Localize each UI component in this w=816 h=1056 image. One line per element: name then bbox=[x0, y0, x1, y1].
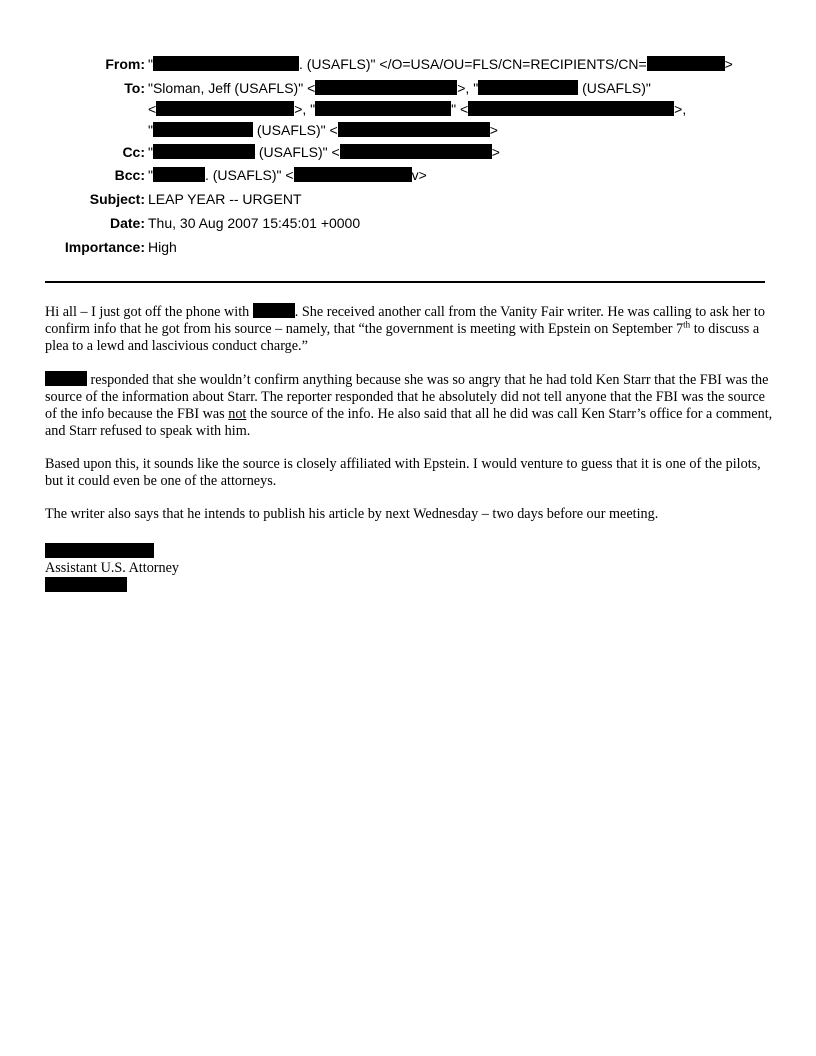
importance-value: High bbox=[148, 239, 177, 255]
body-text: . She received another call from the Vanity Fair writer. He was calling to ask her to confirm info that he got from his source – namely, that “the government is meeting with Epstein on September 7 bbox=[45, 304, 765, 337]
redaction bbox=[468, 101, 674, 116]
body-paragraph bbox=[45, 371, 773, 440]
subject-value: LEAP YEAR -- URGENT bbox=[148, 191, 302, 207]
redaction bbox=[153, 56, 299, 71]
cc-text: (USAFLS)" < bbox=[254, 144, 340, 160]
from-text: > bbox=[724, 56, 733, 72]
to-text: "Sloman, Jeff (USAFLS)" < bbox=[148, 80, 316, 96]
cc-value bbox=[148, 140, 500, 164]
redaction bbox=[340, 144, 492, 159]
subject-label: Subject: bbox=[89, 191, 145, 207]
redaction bbox=[315, 101, 451, 116]
to-text: > bbox=[489, 122, 498, 138]
to-text: (USAFLS)" bbox=[578, 80, 651, 96]
header-divider bbox=[45, 281, 765, 283]
redaction bbox=[153, 167, 205, 182]
redaction bbox=[253, 303, 295, 318]
from-text: " bbox=[148, 56, 153, 72]
redaction bbox=[647, 56, 725, 71]
date-label: Date: bbox=[109, 215, 145, 231]
bcc-row bbox=[0, 163, 816, 187]
date-value: Thu, 30 Aug 2007 15:45:01 +0000 bbox=[148, 215, 361, 231]
redaction bbox=[45, 371, 87, 386]
date-row bbox=[0, 211, 816, 235]
bcc-text: v> bbox=[411, 167, 427, 183]
to-label: To: bbox=[124, 80, 145, 96]
bcc-text: " bbox=[148, 167, 153, 183]
from-label: From: bbox=[105, 56, 145, 72]
from-value bbox=[148, 52, 733, 76]
redaction bbox=[338, 122, 490, 137]
redaction bbox=[156, 101, 294, 116]
body-paragraph: The writer also says that he intends to publish his article by next Wednesday – two days before our meeting. bbox=[45, 506, 659, 522]
signature-block bbox=[45, 543, 179, 592]
body-text: the source of the info. He also said that all he did was call Ken Starr’s office for a comment, and Starr refused to speak with him. bbox=[45, 406, 773, 439]
redaction bbox=[153, 144, 255, 159]
redaction bbox=[478, 80, 578, 95]
signature-title: Assistant U.S. Attorney bbox=[45, 560, 179, 576]
importance-row bbox=[0, 235, 816, 259]
cc-text: > bbox=[491, 144, 500, 160]
superscript: th bbox=[683, 319, 691, 330]
from-text: . (USAFLS)" </O=USA/OU=FLS/CN=RECIPIENTS/CN= bbox=[298, 56, 647, 72]
to-text: < bbox=[148, 101, 157, 117]
importance-label: Importance: bbox=[64, 239, 145, 255]
email-body bbox=[45, 303, 773, 539]
subject-row bbox=[0, 187, 816, 211]
body-text: to discuss a plea to a lewd and lascivious conduct charge.” bbox=[45, 321, 760, 354]
body-paragraph bbox=[45, 303, 773, 355]
to-text: " < bbox=[451, 101, 469, 117]
cc-text: " bbox=[148, 144, 153, 160]
to-text: " bbox=[148, 122, 153, 138]
bcc-value bbox=[148, 163, 427, 187]
body-paragraph: Based upon this, it sounds like the source is closely affiliated with Epstein. I would venture to guess that it is one of the pilots, but it could even be one of the attorneys. bbox=[45, 456, 761, 489]
redaction bbox=[153, 122, 253, 137]
to-text: >, " bbox=[457, 80, 479, 96]
to-text: >, " bbox=[294, 101, 316, 117]
body-text: Hi all – I just got off the phone with bbox=[45, 304, 253, 320]
to-text: >, bbox=[674, 101, 687, 117]
body-text: responded that she wouldn’t confirm anything because she was so angry that he had told Ken Starr that the FBI was the source of the information about Starr. The reporter responded that he absolutely did not tell anyone that the FBI was the source of the info because the FBI was bbox=[45, 372, 769, 422]
redaction bbox=[315, 80, 457, 95]
cc-row bbox=[0, 140, 816, 164]
to-row-3 bbox=[0, 118, 816, 142]
to-value-line3 bbox=[148, 118, 498, 142]
bcc-label: Bcc: bbox=[114, 167, 145, 183]
redaction bbox=[294, 167, 412, 182]
bcc-text: . (USAFLS)" < bbox=[204, 167, 294, 183]
from-row bbox=[0, 52, 816, 76]
underlined-word: not bbox=[228, 406, 247, 422]
cc-label: Cc: bbox=[122, 144, 145, 160]
to-text: (USAFLS)" < bbox=[252, 122, 338, 138]
redaction bbox=[45, 543, 154, 558]
redaction bbox=[45, 577, 127, 592]
